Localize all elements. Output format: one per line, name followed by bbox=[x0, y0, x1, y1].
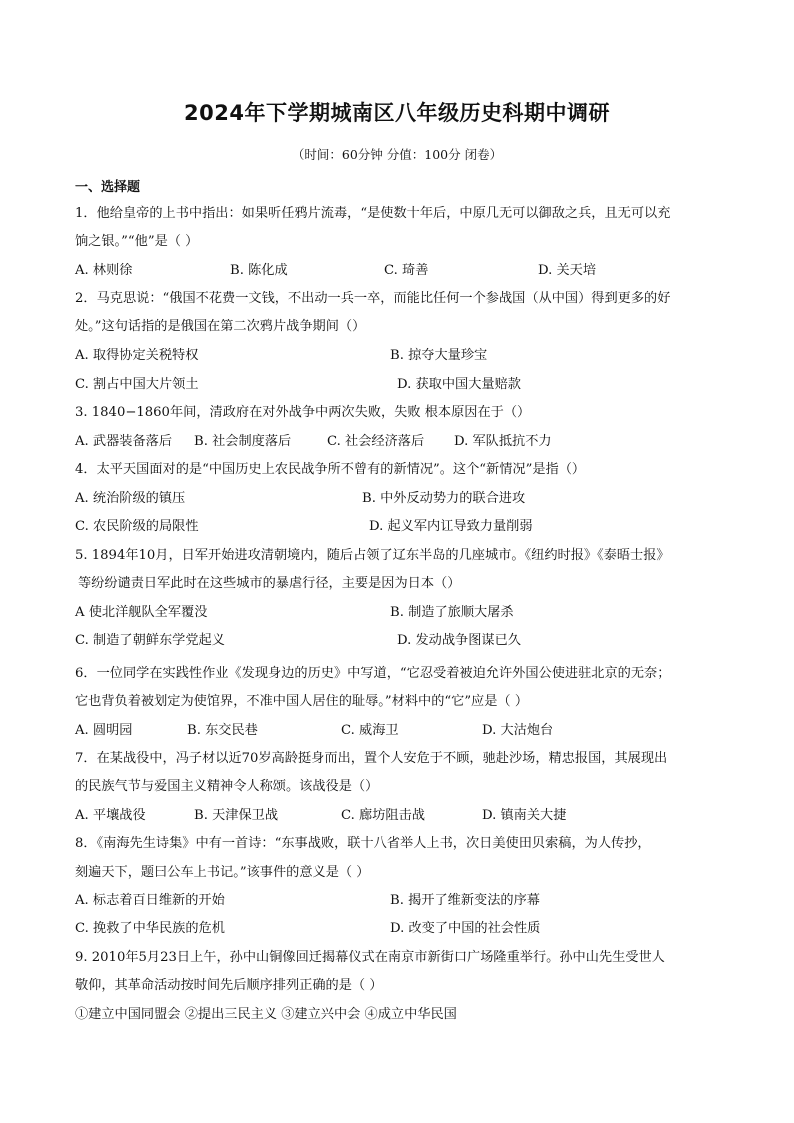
question-7-option-a: A. 平壤战役 bbox=[75, 808, 146, 823]
exam-title: 2024年下学期城南区八年级历史科期中调研 bbox=[184, 101, 610, 125]
question-2-option-b: B. 掠夺大量珍宝 bbox=[390, 348, 488, 363]
question-8-option-c: C. 挽救了中华民族的危机 bbox=[75, 921, 225, 936]
question-3-option-a: A. 武器装备落后 bbox=[75, 434, 173, 449]
question-2-stem-line-2: 处。”这句话指的是俄国在第二次鸦片战争期间（） bbox=[75, 319, 366, 334]
question-4-stem-line-1: 4．太平天国面对的是“中国历史上农民战争所不曾有的新情况”。这个“新情况”是指（） bbox=[75, 462, 586, 477]
question-7-stem-line-1: 7．在某战役中，冯子材以近70岁高龄挺身而出，置个人安危于不顾，驰赴沙场，精忠报国，其展现出 bbox=[75, 751, 668, 766]
question-9-stem-line-2: 敬仰，其革命活动按时间先后顺序排列正确的是（ ） bbox=[75, 978, 383, 993]
question-2-option-a: A. 取得协定关税特权 bbox=[75, 348, 199, 363]
question-7-option-c: C. 廊坊阻击战 bbox=[341, 808, 425, 823]
question-5-option-d: D. 发动战争图谋已久 bbox=[397, 633, 521, 648]
question-6-option-a: A. 圆明园 bbox=[75, 723, 133, 738]
question-4-option-b: B. 中外反动势力的联合进攻 bbox=[362, 491, 526, 506]
question-8-stem-line-2: 刻遍天下，题曰公车上书记。”该事件的意义是（ ） bbox=[75, 865, 370, 880]
question-3-option-c: C. 社会经济落后 bbox=[327, 434, 425, 449]
question-6-stem-line-2: 它也背负着被划定为使馆界，不准中国人居住的耻辱。”材料中的“它”应是（ ） bbox=[75, 694, 529, 709]
question-9-items: ①建立中国同盟会 ②提出三民主义 ③建立兴中会 ④成立中华民国 bbox=[75, 1007, 457, 1022]
question-6-stem-line-1: 6．一位同学在实践性作业《发现身边的历史》中写道，“它忍受着被迫允许外国公使进驻北京的无奈； bbox=[75, 666, 671, 681]
exam-subtitle: （时间：60分钟 分值：100分 闭卷） bbox=[291, 147, 503, 162]
question-7-option-b: B. 天津保卫战 bbox=[194, 808, 279, 823]
question-1-stem-line-2: 饷之银。”“他”是（ ） bbox=[75, 234, 199, 249]
question-1-option-b: B. 陈化成 bbox=[230, 263, 288, 278]
question-1-option-d: D. 关天培 bbox=[538, 263, 597, 278]
question-5-stem-line-1: 5. 1894年10月，日军开始进攻清朝境内，随后占领了辽东半岛的几座城市。《纽约时报》《泰晤士报》 bbox=[75, 548, 670, 563]
question-6-option-c: C. 威海卫 bbox=[341, 723, 399, 738]
question-4-option-d: D. 起义军内讧导致力量削弱 bbox=[369, 519, 533, 534]
question-3-option-b: B. 社会制度落后 bbox=[194, 434, 292, 449]
question-8-option-b: B. 揭开了维新变法的序幕 bbox=[390, 893, 540, 908]
question-1-stem-line-1: 1．他给皇帝的上书中指出：如果听任鸦片流毒，“是使数十年后，中原几无可以御敌之兵，且无可以充 bbox=[75, 206, 671, 221]
question-6-option-d: D. 大沽炮台 bbox=[482, 723, 554, 738]
question-5-option-c: C. 制造了朝鲜东学党起义 bbox=[75, 633, 225, 648]
question-3-option-d: D. 军队抵抗不力 bbox=[454, 434, 552, 449]
question-8-option-a: A. 标志着百日维新的开始 bbox=[75, 893, 225, 908]
question-3-stem-line-1: 3. 1840−1860年间，清政府在对外战争中两次失败，失败 根本原因在于（） bbox=[75, 405, 531, 420]
question-2-option-d: D. 获取中国大量赔款 bbox=[397, 377, 521, 392]
question-4-option-a: A. 统治阶级的镇压 bbox=[75, 491, 186, 506]
question-6-option-b: B. 东交民巷 bbox=[187, 723, 258, 738]
question-8-stem-line-1: 8．《南海先生诗集》中有一首诗：“东事战败，联十八省举人上书，次日美使田贝索稿，为人传抄， bbox=[75, 836, 651, 851]
question-7-stem-line-2: 的民族气节与爱国主义精神令人称颂。该战役是（） bbox=[75, 779, 379, 794]
question-5-option-a: A 使北洋舰队全军覆没 bbox=[75, 605, 208, 620]
section-heading: 一、选择题 bbox=[75, 180, 141, 195]
question-7-option-d: D. 镇南关大捷 bbox=[482, 808, 567, 823]
question-2-stem-line-1: 2．马克思说：“俄国不花费一文钱，不出动一兵一卒，而能比任何一个参战国（从中国）得到更多的好 bbox=[75, 291, 671, 306]
question-1-option-a: A. 林则徐 bbox=[75, 263, 133, 278]
question-1-option-c: C. 琦善 bbox=[384, 263, 429, 278]
question-9-stem-line-1: 9. 2010年5月23日上午，孙中山铜像回迁揭幕仪式在南京市新街口广场隆重举行。孙中山先生受世人 bbox=[75, 950, 665, 965]
question-5-stem-line-2: 等纷纷谴责日军此时在这些城市的暴虐行径，主要是因为日本（） bbox=[78, 576, 461, 591]
question-2-option-c: C. 割占中国大片领土 bbox=[75, 377, 199, 392]
question-4-option-c: C. 农民阶级的局限性 bbox=[75, 519, 199, 534]
question-8-option-d: D. 改变了中国的社会性质 bbox=[390, 921, 541, 936]
question-5-option-b: B. 制造了旅顺大屠杀 bbox=[390, 605, 514, 620]
